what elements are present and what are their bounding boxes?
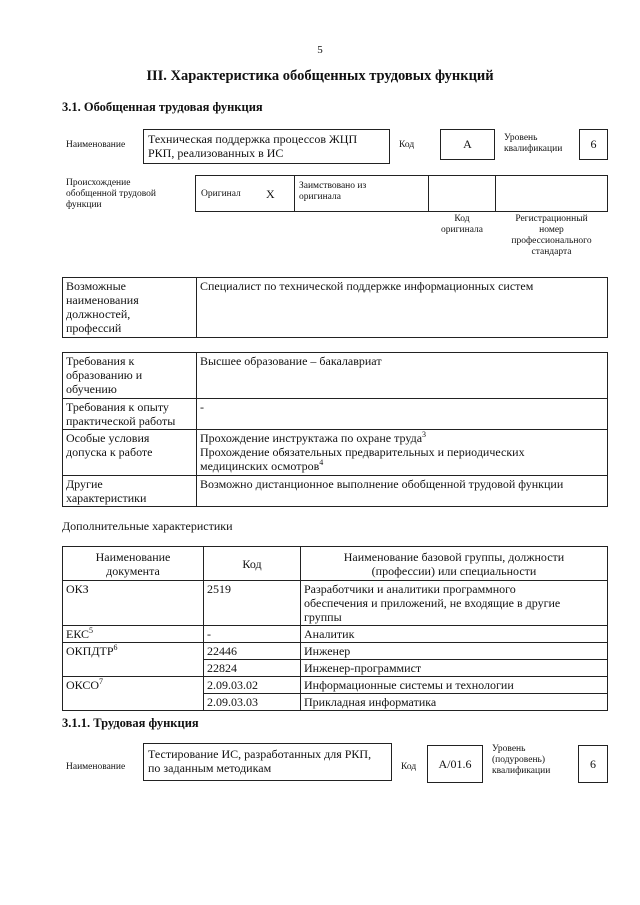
positions-label-line: должностей, (66, 307, 131, 321)
requirement-row (63, 430, 608, 476)
requirement-value (197, 399, 608, 430)
positions-value: Специалист по технической поддержке информационных систем (197, 278, 608, 338)
table-row (63, 643, 608, 660)
origin-label-line1: Происхождение (66, 178, 131, 188)
doc-cell (63, 694, 204, 711)
doc-cell (63, 581, 204, 626)
requirement-value-line: Возможно дистанционное выполнение обобщенной трудовой функции (200, 477, 564, 491)
tf-title: 3.1.1. Трудовая функция (62, 716, 199, 730)
requirement-label-line: Требования к опыту (66, 400, 169, 414)
section-title: III. Характеристика обобщенных трудовых функций (146, 68, 494, 84)
origin-original-mark: X (266, 187, 275, 201)
requirement-label (63, 430, 197, 476)
header-line: Наименование (95, 549, 171, 564)
doc-cell (63, 677, 204, 694)
gtf-name-box (143, 129, 390, 164)
origin-label-line2: обобщенной трудовой (66, 189, 156, 199)
origin-reg-caption (495, 214, 608, 258)
table-row (63, 660, 608, 677)
gtf-level-value: 6 (579, 129, 608, 160)
tf-name-box (143, 743, 392, 781)
gtf-code-value: А (440, 129, 495, 160)
origin-original-cell (195, 175, 295, 212)
tf-level-label-line2: (подуровень) (492, 755, 546, 765)
origin-code-caption-line2: оригинала (441, 225, 483, 235)
gtf-name-line2: РКП, реализованных в ИС (148, 146, 284, 160)
tf-level-label-line1: Уровень (492, 744, 526, 754)
requirement-value-line (200, 459, 604, 473)
requirement-label (63, 353, 197, 399)
doc-cell (63, 626, 204, 643)
name-cell (301, 581, 608, 626)
requirements-table (62, 352, 608, 507)
requirement-label-line: Особые условия (66, 431, 150, 445)
origin-borrowed-line1: Заимствовано из (299, 181, 367, 191)
header-line: Наименование базовой группы, должности (343, 549, 565, 564)
name-line: обеспечения и приложений, не входящие в другие (304, 596, 561, 610)
header-line: документа (106, 563, 160, 578)
origin-code-caption-line1: Код (454, 214, 470, 224)
code-cell: 22446 (204, 643, 301, 660)
tf-level-value: 6 (578, 745, 608, 783)
gtf-level-label (504, 133, 562, 155)
tf-level-label-line3: квалификации (492, 766, 551, 776)
header-line: Код (242, 556, 262, 571)
tf-level-label (492, 744, 550, 777)
positions-label-line: профессий (66, 321, 122, 335)
requirement-value-line: Высшее образование – бакалавриат (200, 354, 382, 368)
table-row (63, 626, 608, 643)
doc-cell (63, 643, 204, 660)
doc-cell (63, 660, 204, 677)
requirement-value-text: Прохождение инструктажа по охране труда (200, 431, 423, 445)
table-row (63, 694, 608, 711)
origin-borrowed-line2: оригинала (299, 192, 341, 202)
code-cell: 2.09.03.02 (204, 677, 301, 694)
table-header-cell (301, 547, 608, 581)
additional-table (62, 546, 608, 711)
table-row (63, 677, 608, 694)
requirement-value-line: - (200, 400, 204, 414)
origin-reg-caption-line3: профессионального (511, 236, 592, 246)
requirement-label-line: обучению (66, 382, 117, 396)
gtf-code-label: Код (399, 140, 415, 150)
name-cell: Инженер (301, 643, 608, 660)
name-cell: Прикладная информатика (301, 694, 608, 711)
additional-title: Дополнительные характеристики (62, 519, 233, 533)
table-header-row (63, 547, 608, 581)
requirement-label (63, 399, 197, 430)
footnote-marker: 4 (319, 458, 324, 467)
origin-original-label: Оригинал (201, 189, 241, 199)
name-line: Разработчики и аналитики программного (304, 582, 516, 596)
requirement-label (63, 476, 197, 507)
requirement-label-line: характеристики (66, 491, 147, 505)
requirement-value (197, 353, 608, 399)
code-cell: 22824 (204, 660, 301, 677)
requirement-value-text: медицинских осмотров (200, 459, 320, 473)
doc-text: ОКСО (66, 678, 100, 692)
requirement-value (197, 476, 608, 507)
gtf-name-label: Наименование (66, 140, 126, 150)
footnote-marker: 5 (89, 626, 94, 635)
footnote-marker: 7 (99, 677, 104, 686)
code-cell: 2.09.03.03 (204, 694, 301, 711)
origin-borrowed-cell (294, 175, 429, 212)
code-cell: 2519 (204, 581, 301, 626)
footnote-marker: 6 (113, 643, 118, 652)
requirement-label-line: образованию и (66, 368, 143, 382)
page-number: 5 (317, 44, 323, 56)
positions-table (62, 277, 608, 338)
requirement-row (63, 353, 608, 399)
gtf-level-label-line2: квалификации (504, 144, 563, 154)
positions-label (63, 278, 197, 338)
gtf-level-label-line1: Уровень (504, 133, 538, 143)
origin-reg-caption-line2: номер (539, 225, 564, 235)
tf-code-value: A/01.6 (427, 745, 483, 783)
tf-code-label: Код (401, 762, 417, 772)
tf-name-label: Наименование (66, 762, 126, 772)
requirement-value-line: Прохождение обязательных предварительных и периодических (200, 445, 525, 459)
doc-text: ОКЗ (66, 582, 89, 596)
requirement-label-line: Другие (66, 477, 103, 491)
name-cell: Информационные системы и технологии (301, 677, 608, 694)
origin-code-caption (428, 214, 496, 236)
doc-text: ОКПДТР (66, 644, 114, 658)
origin-reg-caption-line1: Регистрационный (515, 214, 588, 224)
code-cell: - (204, 626, 301, 643)
origin-reg-cell (495, 175, 608, 212)
table-header-cell (63, 547, 204, 581)
name-line: группы (304, 610, 342, 624)
positions-label-line: наименования (66, 293, 139, 307)
table-header-cell (204, 547, 301, 581)
requirement-row (63, 476, 608, 507)
name-cell: Инженер-программист (301, 660, 608, 677)
footnote-marker: 3 (422, 430, 427, 439)
requirement-row (63, 399, 608, 430)
requirement-label-line: Требования к (66, 354, 135, 368)
requirement-value (197, 430, 608, 476)
origin-reg-caption-line4: стандарта (531, 247, 572, 257)
requirement-label-line: допуска к работе (66, 445, 153, 459)
name-cell: Аналитик (301, 626, 608, 643)
gtf-name-line1: Техническая поддержка процессов ЖЦП (148, 132, 358, 146)
doc-text: ЕКС (66, 627, 90, 641)
tf-name-line1: Тестирование ИС, разработанных для РКП, (148, 747, 372, 761)
positions-label-line: Возможные (66, 279, 126, 293)
requirement-value-line (200, 431, 604, 445)
requirement-label-line: практической работы (66, 414, 176, 428)
origin-label (66, 178, 156, 211)
table-row (63, 581, 608, 626)
subsection-title: 3.1. Обобщенная трудовая функция (62, 100, 263, 114)
header-line: (профессии) или специальности (371, 563, 537, 578)
tf-name-line2: по заданным методикам (148, 761, 272, 775)
origin-code-cell (428, 175, 496, 212)
origin-label-line3: функции (66, 200, 102, 210)
